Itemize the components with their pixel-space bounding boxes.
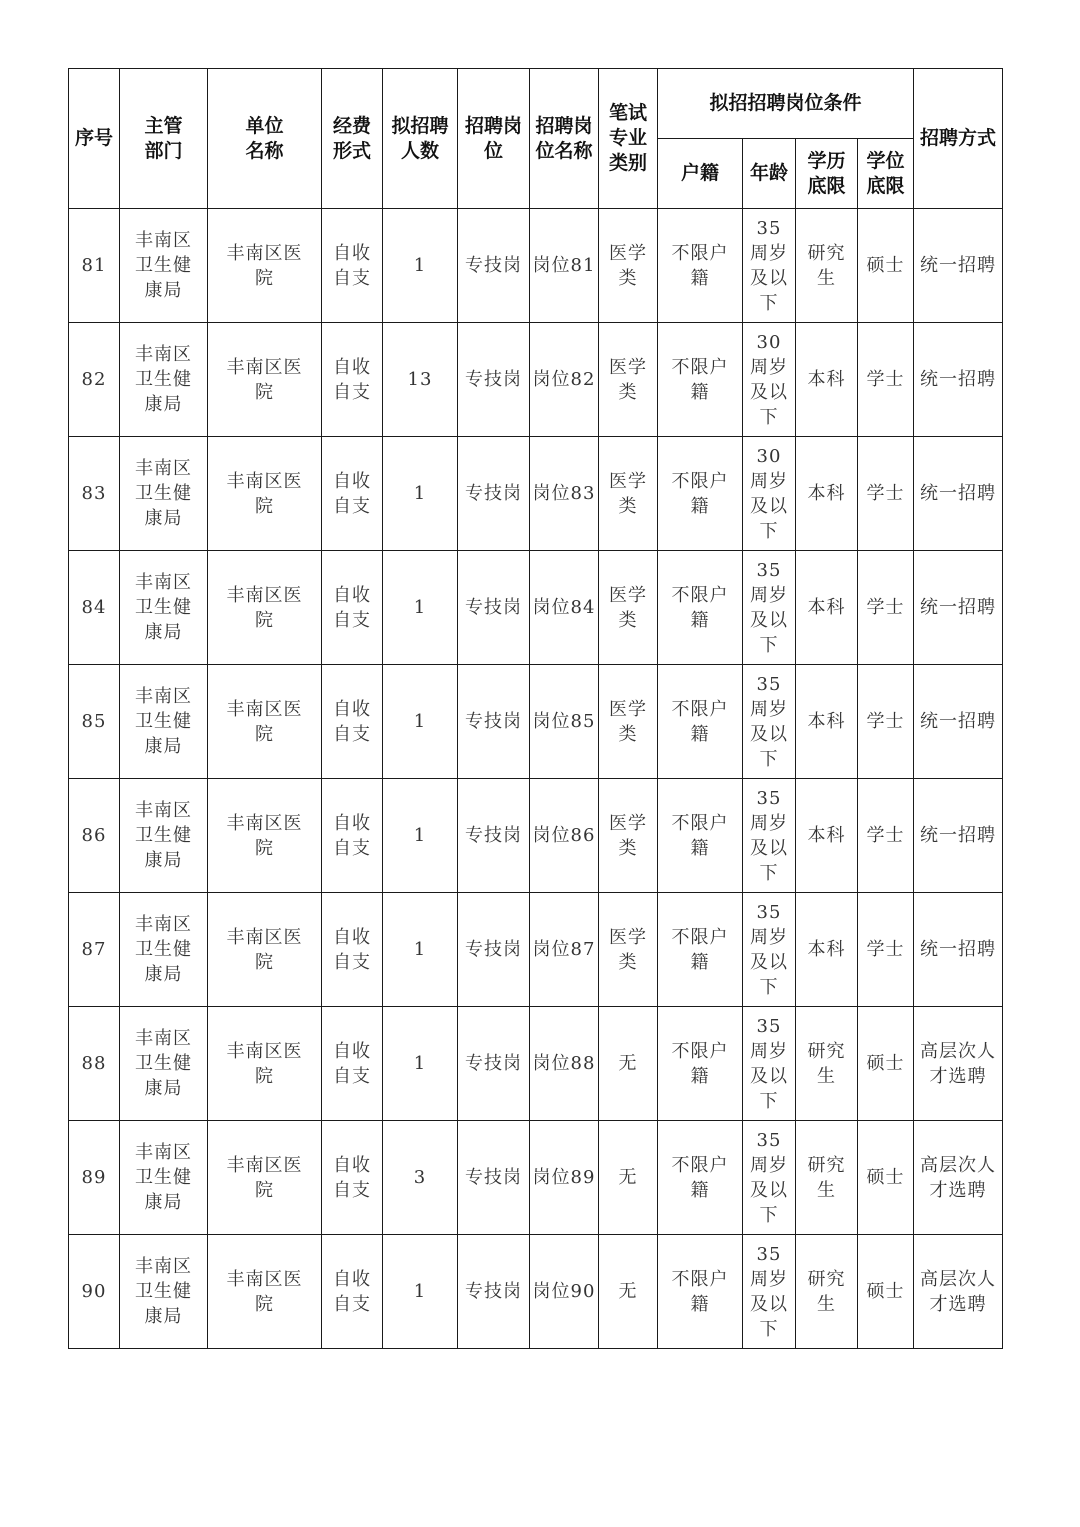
cell-age: 35周岁及以下 xyxy=(743,779,796,893)
cell-seq: 84 xyxy=(69,551,120,665)
header-method: 招聘方式 xyxy=(914,69,1003,209)
cell-exam-category: 无 xyxy=(599,1235,658,1349)
cell-seq: 88 xyxy=(69,1007,120,1121)
table-row xyxy=(69,665,1003,779)
cell-count: 13 xyxy=(383,323,458,437)
recruitment-table xyxy=(68,68,1003,1349)
header-post-name: 招聘岗位名称 xyxy=(530,69,599,209)
cell-degree: 硕士 xyxy=(858,209,914,323)
cell-degree: 硕士 xyxy=(858,1235,914,1349)
cell-funding: 自收自支 xyxy=(322,779,383,893)
cell-post-name: 岗位87 xyxy=(530,893,599,1007)
cell-funding: 自收自支 xyxy=(322,893,383,1007)
cell-funding: 自收自支 xyxy=(322,551,383,665)
cell-age: 35周岁及以下 xyxy=(743,209,796,323)
cell-education: 本科 xyxy=(796,323,858,437)
cell-method: 统一招聘 xyxy=(914,779,1003,893)
cell-education: 本科 xyxy=(796,665,858,779)
cell-dept: 丰南区卫生健康局 xyxy=(120,209,208,323)
cell-count: 1 xyxy=(383,1007,458,1121)
cell-post-type: 专技岗 xyxy=(458,893,530,1007)
cell-degree: 学士 xyxy=(858,437,914,551)
cell-post-type: 专技岗 xyxy=(458,1007,530,1121)
cell-seq: 85 xyxy=(69,665,120,779)
cell-dept: 丰南区卫生健康局 xyxy=(120,323,208,437)
header-count: 拟招聘人数 xyxy=(383,69,458,209)
cell-hukou: 不限户籍 xyxy=(658,893,743,1007)
cell-exam-category: 医学类 xyxy=(599,437,658,551)
cell-dept: 丰南区卫生健康局 xyxy=(120,1007,208,1121)
cell-exam-category: 医学类 xyxy=(599,665,658,779)
cell-seq: 90 xyxy=(69,1235,120,1349)
cell-degree: 硕士 xyxy=(858,1007,914,1121)
cell-post-name: 岗位82 xyxy=(530,323,599,437)
header-seq: 序号 xyxy=(69,69,120,209)
cell-degree: 学士 xyxy=(858,323,914,437)
cell-post-type: 专技岗 xyxy=(458,323,530,437)
header-hukou: 户籍 xyxy=(658,139,743,209)
header-unit: 单位名称 xyxy=(208,69,322,209)
cell-hukou: 不限户籍 xyxy=(658,1007,743,1121)
cell-hukou: 不限户籍 xyxy=(658,437,743,551)
cell-funding: 自收自支 xyxy=(322,1235,383,1349)
cell-post-name: 岗位84 xyxy=(530,551,599,665)
cell-unit: 丰南区医院 xyxy=(208,1235,322,1349)
cell-hukou: 不限户籍 xyxy=(658,323,743,437)
cell-age: 35周岁及以下 xyxy=(743,1007,796,1121)
cell-dept: 丰南区卫生健康局 xyxy=(120,1121,208,1235)
cell-method: 统一招聘 xyxy=(914,437,1003,551)
cell-age: 30周岁及以下 xyxy=(743,437,796,551)
header-degree: 学位底限 xyxy=(858,139,914,209)
cell-count: 1 xyxy=(383,1235,458,1349)
cell-post-name: 岗位81 xyxy=(530,209,599,323)
cell-dept: 丰南区卫生健康局 xyxy=(120,665,208,779)
cell-exam-category: 无 xyxy=(599,1007,658,1121)
cell-post-type: 专技岗 xyxy=(458,209,530,323)
cell-age: 35周岁及以下 xyxy=(743,1121,796,1235)
header-exam-category: 笔试专业类别 xyxy=(599,69,658,209)
cell-degree: 学士 xyxy=(858,779,914,893)
cell-post-name: 岗位86 xyxy=(530,779,599,893)
cell-education: 研究生 xyxy=(796,1121,858,1235)
cell-seq: 81 xyxy=(69,209,120,323)
cell-method: 高层次人才选聘 xyxy=(914,1235,1003,1349)
header-conditions-group: 拟招招聘岗位条件 xyxy=(658,69,914,139)
cell-dept: 丰南区卫生健康局 xyxy=(120,779,208,893)
cell-exam-category: 医学类 xyxy=(599,209,658,323)
cell-post-type: 专技岗 xyxy=(458,437,530,551)
cell-count: 3 xyxy=(383,1121,458,1235)
cell-method: 统一招聘 xyxy=(914,209,1003,323)
cell-hukou: 不限户籍 xyxy=(658,1121,743,1235)
header-dept: 主管部门 xyxy=(120,69,208,209)
cell-seq: 89 xyxy=(69,1121,120,1235)
cell-hukou: 不限户籍 xyxy=(658,209,743,323)
cell-education: 本科 xyxy=(796,437,858,551)
table-row xyxy=(69,551,1003,665)
cell-education: 研究生 xyxy=(796,209,858,323)
cell-method: 高层次人才选聘 xyxy=(914,1007,1003,1121)
cell-degree: 硕士 xyxy=(858,1121,914,1235)
cell-unit: 丰南区医院 xyxy=(208,437,322,551)
cell-funding: 自收自支 xyxy=(322,209,383,323)
cell-age: 35周岁及以下 xyxy=(743,665,796,779)
cell-unit: 丰南区医院 xyxy=(208,893,322,1007)
cell-count: 1 xyxy=(383,437,458,551)
cell-funding: 自收自支 xyxy=(322,1121,383,1235)
cell-method: 统一招聘 xyxy=(914,323,1003,437)
header-funding: 经费形式 xyxy=(322,69,383,209)
cell-post-name: 岗位90 xyxy=(530,1235,599,1349)
cell-seq: 82 xyxy=(69,323,120,437)
cell-unit: 丰南区医院 xyxy=(208,665,322,779)
cell-exam-category: 医学类 xyxy=(599,323,658,437)
table-row xyxy=(69,1007,1003,1121)
cell-education: 本科 xyxy=(796,551,858,665)
cell-age: 35周岁及以下 xyxy=(743,893,796,1007)
cell-age: 30周岁及以下 xyxy=(743,323,796,437)
cell-seq: 83 xyxy=(69,437,120,551)
cell-seq: 86 xyxy=(69,779,120,893)
cell-funding: 自收自支 xyxy=(322,665,383,779)
cell-unit: 丰南区医院 xyxy=(208,779,322,893)
cell-age: 35周岁及以下 xyxy=(743,551,796,665)
cell-count: 1 xyxy=(383,893,458,1007)
cell-exam-category: 医学类 xyxy=(599,779,658,893)
header-age: 年龄 xyxy=(743,139,796,209)
table-row xyxy=(69,437,1003,551)
cell-degree: 学士 xyxy=(858,665,914,779)
cell-hukou: 不限户籍 xyxy=(658,779,743,893)
cell-unit: 丰南区医院 xyxy=(208,551,322,665)
cell-dept: 丰南区卫生健康局 xyxy=(120,893,208,1007)
cell-funding: 自收自支 xyxy=(322,1007,383,1121)
cell-method: 统一招聘 xyxy=(914,551,1003,665)
cell-degree: 学士 xyxy=(858,551,914,665)
cell-unit: 丰南区医院 xyxy=(208,323,322,437)
cell-unit: 丰南区医院 xyxy=(208,209,322,323)
cell-post-type: 专技岗 xyxy=(458,1235,530,1349)
table-row xyxy=(69,779,1003,893)
cell-exam-category: 无 xyxy=(599,1121,658,1235)
cell-count: 1 xyxy=(383,779,458,893)
cell-count: 1 xyxy=(383,551,458,665)
cell-degree: 学士 xyxy=(858,893,914,1007)
table-row xyxy=(69,1235,1003,1349)
table-row xyxy=(69,209,1003,323)
table-row xyxy=(69,323,1003,437)
cell-seq: 87 xyxy=(69,893,120,1007)
cell-funding: 自收自支 xyxy=(322,323,383,437)
cell-unit: 丰南区医院 xyxy=(208,1007,322,1121)
cell-education: 研究生 xyxy=(796,1235,858,1349)
cell-post-type: 专技岗 xyxy=(458,665,530,779)
cell-hukou: 不限户籍 xyxy=(658,665,743,779)
cell-method: 统一招聘 xyxy=(914,893,1003,1007)
cell-education: 本科 xyxy=(796,779,858,893)
cell-count: 1 xyxy=(383,209,458,323)
table-row xyxy=(69,1121,1003,1235)
cell-post-name: 岗位83 xyxy=(530,437,599,551)
cell-exam-category: 医学类 xyxy=(599,893,658,1007)
cell-hukou: 不限户籍 xyxy=(658,551,743,665)
cell-post-type: 专技岗 xyxy=(458,551,530,665)
cell-education: 研究生 xyxy=(796,1007,858,1121)
cell-count: 1 xyxy=(383,665,458,779)
cell-education: 本科 xyxy=(796,893,858,1007)
cell-exam-category: 医学类 xyxy=(599,551,658,665)
cell-unit: 丰南区医院 xyxy=(208,1121,322,1235)
cell-post-name: 岗位85 xyxy=(530,665,599,779)
cell-hukou: 不限户籍 xyxy=(658,1235,743,1349)
table-row xyxy=(69,893,1003,1007)
header-post-type: 招聘岗位 xyxy=(458,69,530,209)
cell-age: 35周岁及以下 xyxy=(743,1235,796,1349)
header-row-top xyxy=(69,69,1003,139)
cell-method: 高层次人才选聘 xyxy=(914,1121,1003,1235)
cell-method: 统一招聘 xyxy=(914,665,1003,779)
cell-dept: 丰南区卫生健康局 xyxy=(120,437,208,551)
cell-funding: 自收自支 xyxy=(322,437,383,551)
cell-dept: 丰南区卫生健康局 xyxy=(120,551,208,665)
cell-post-name: 岗位88 xyxy=(530,1007,599,1121)
cell-post-type: 专技岗 xyxy=(458,779,530,893)
header-education: 学历底限 xyxy=(796,139,858,209)
cell-post-name: 岗位89 xyxy=(530,1121,599,1235)
cell-dept: 丰南区卫生健康局 xyxy=(120,1235,208,1349)
cell-post-type: 专技岗 xyxy=(458,1121,530,1235)
